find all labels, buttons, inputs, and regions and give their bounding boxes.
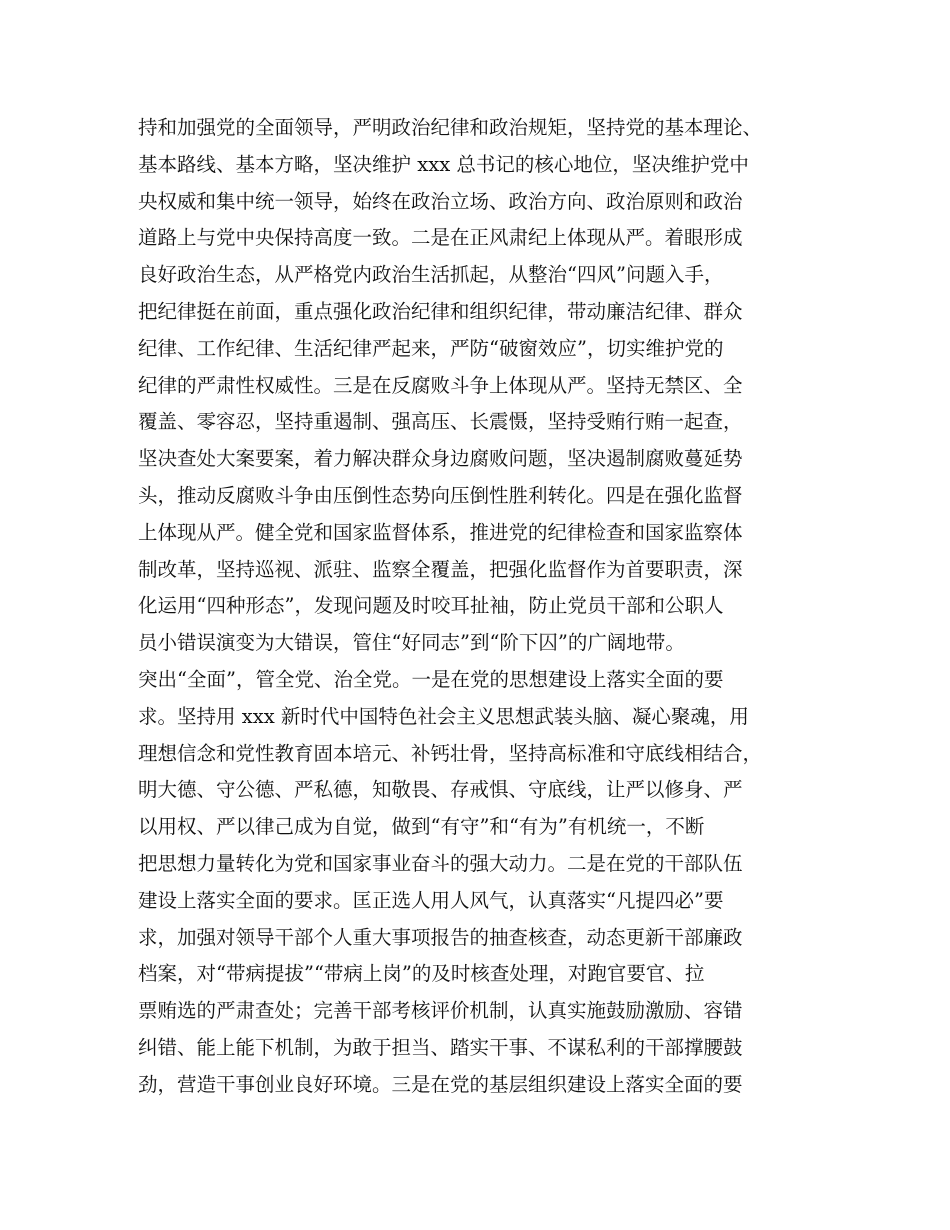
text-line: 化运用“四种形态”，发现问题及时咬耳扯袖，防止党员干部和公职人 <box>138 594 724 618</box>
text-line: 覆盖、零容忍，坚持重遏制、强高压、长震慑，坚持受贿行贿一起查， <box>138 410 743 434</box>
text-line: 头，推动反腐败斗争由压倒性态势向压倒性胜利转化。四是在强化监督 <box>138 483 743 507</box>
text-line: 求，加强对领导干部个人重大事项报告的抽查核查，动态更新干部廉政 <box>138 925 743 949</box>
text-line: 求。坚持用 xxx 新时代中国特色社会主义思想武装头脑、凝心聚魂，用 <box>138 704 749 728</box>
text-line: 以用权、严以律己成为自觉，做到“有守”和“有为”有机统一，不断 <box>138 815 705 839</box>
text-line: 把纪律挺在前面，重点强化政治纪律和组织纪律，带动廉洁纪律、群众 <box>138 299 743 323</box>
text-line: 突出“全面”，管全党、治全党。一是在党的思想建设上落实全面的要 <box>138 667 724 691</box>
text-line: 劲，营造干事创业良好环境。三是在党的基层组织建设上落实全面的要 <box>138 1072 743 1096</box>
text-line: 纪律的严肃性权威性。三是在反腐败斗争上体现从严。坚持无禁区、全 <box>138 373 743 397</box>
text-line: 员小错误演变为大错误，管住“好同志”到“阶下囚”的广阔地带。 <box>138 631 685 655</box>
text-line: 明大德、守公德、严私德，知敬畏、存戒惧、守底线，让严以修身、严 <box>138 778 743 802</box>
text-line: 票贿选的严肃查处；完善干部考核评价机制，认真实施鼓励激励、容错 <box>138 999 743 1023</box>
text-line: 纪律、工作纪律、生活纪律严起来，严防“破窗效应”，切实维护党的 <box>138 336 724 360</box>
text-line: 央权威和集中统一领导，始终在政治立场、政治方向、政治原则和政治 <box>138 189 743 213</box>
text-line: 良好政治生态，从严格党内政治生活抓起，从整治“四风”问题入手， <box>138 263 724 287</box>
text-line: 建设上落实全面的要求。匡正选人用人风气，认真落实“凡提四必”要 <box>138 888 724 912</box>
text-line: 理想信念和党性教育固本培元、补钙壮骨，坚持高标准和守底线相结合， <box>138 741 763 765</box>
text-line: 把思想力量转化为党和国家事业奋斗的强大动力。二是在党的干部队伍 <box>138 851 743 875</box>
text-line: 档案，对“带病提拔”“带病上岗”的及时核查处理，对跑官要官、拉 <box>138 962 705 986</box>
text-line: 道路上与党中央保持高度一致。二是在正风肃纪上体现从严。着眼形成 <box>138 226 743 250</box>
text-line: 基本路线、基本方略，坚决维护 xxx 总书记的核心地位，坚决维护党中 <box>138 152 749 176</box>
text-line: 上体现从严。健全党和国家监督体系，推进党的纪律检查和国家监察体 <box>138 520 743 544</box>
text-line: 制改革，坚持巡视、派驻、监察全覆盖，把强化监督作为首要职责，深 <box>138 557 743 581</box>
text-line: 持和加强党的全面领导，严明政治纪律和政治规矩，坚持党的基本理论、 <box>138 116 763 139</box>
text-line: 坚决查处大案要案，着力解决群众身边腐败问题，坚决遏制腐败蔓延势 <box>138 447 743 471</box>
text-line: 纠错、能上能下机制，为敢于担当、踏实干事、不谋私利的干部撑腰鼓 <box>138 1035 743 1059</box>
body-text <box>138 110 828 1104</box>
